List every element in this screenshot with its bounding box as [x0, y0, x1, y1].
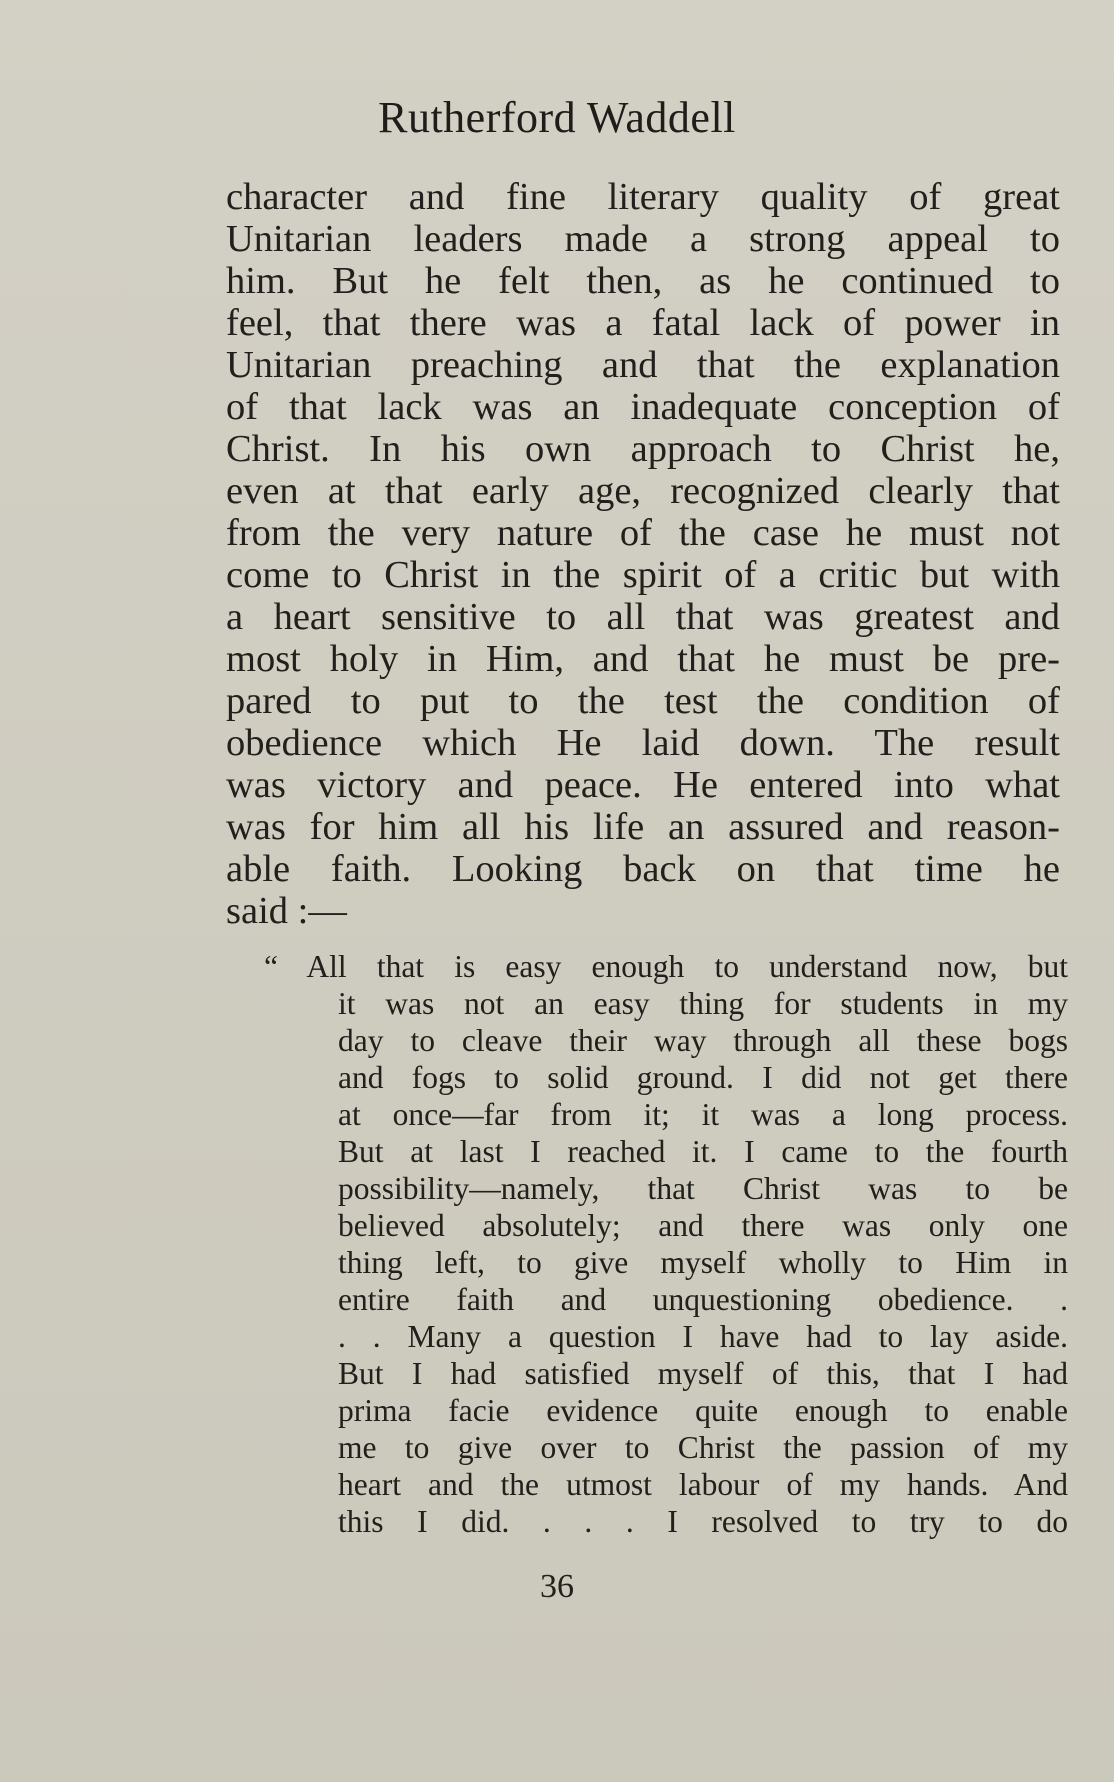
body-line: from the very nature of the case he must not — [226, 512, 1060, 554]
quote-line: it was not an easy thing for students in my — [338, 986, 1068, 1021]
quote-line: “ All that is easy enough to understand now, but — [264, 949, 1068, 984]
running-head: Rutherford Waddell — [378, 93, 736, 142]
body-line: Christ. In his own approach to Christ he, — [226, 428, 1060, 470]
quote-line: But at last I reached it. I came to the fourth — [338, 1134, 1068, 1169]
body-line: able faith. Looking back on that time he — [226, 848, 1060, 890]
body-line: character and fine literary quality of great — [226, 176, 1060, 218]
body-line: a heart sensitive to all that was greatest and — [226, 596, 1060, 638]
block-quote — [264, 948, 1068, 1540]
quote-line: this I did. . . . I resolved to try to do — [338, 1504, 1068, 1539]
body-line: even at that early age, recognized clearly that — [226, 470, 1060, 512]
quote-line: at once—far from it; it was a long process. — [338, 1097, 1068, 1132]
body-line: was for him all his life an assured and reason- — [226, 806, 1060, 848]
quote-line: me to give over to Christ the passion of my — [338, 1430, 1068, 1465]
body-line: Unitarian preaching and that the explanation — [226, 344, 1060, 386]
quote-line: prima facie evidence quite enough to enable — [338, 1393, 1068, 1428]
body-line: pared to put to the test the condition of — [226, 680, 1060, 722]
quote-line: believed absolutely; and there was only one — [338, 1208, 1068, 1243]
quote-line: and fogs to solid ground. I did not get there — [338, 1060, 1068, 1095]
quote-line: But I had satisfied myself of this, that I had — [338, 1356, 1068, 1391]
body-line: come to Christ in the spirit of a critic but with — [226, 554, 1060, 596]
quote-line: . . Many a question I have had to lay aside. — [338, 1319, 1068, 1354]
body-line: was victory and peace. He entered into what — [226, 764, 1060, 806]
quote-line: thing left, to give myself wholly to Him in — [338, 1245, 1068, 1280]
quote-line: heart and the utmost labour of my hands. And — [338, 1467, 1068, 1502]
body-paragraph — [226, 176, 1060, 932]
body-line: obedience which He laid down. The result — [226, 722, 1060, 764]
body-line: most holy in Him, and that he must be pre- — [226, 638, 1060, 680]
body-line: of that lack was an inadequate conception of — [226, 386, 1060, 428]
quote-line: day to cleave their way through all these bogs — [338, 1023, 1068, 1058]
body-line: him. But he felt then, as he continued to — [226, 260, 1060, 302]
body-line: feel, that there was a fatal lack of power in — [226, 302, 1060, 344]
body-line: Unitarian leaders made a strong appeal to — [226, 218, 1060, 260]
body-line: said :— — [226, 890, 347, 932]
quote-line: entire faith and unquestioning obedience. . — [338, 1282, 1068, 1317]
page-number: 36 — [540, 1568, 574, 1605]
quote-line: possibility—namely, that Christ was to be — [338, 1171, 1068, 1206]
